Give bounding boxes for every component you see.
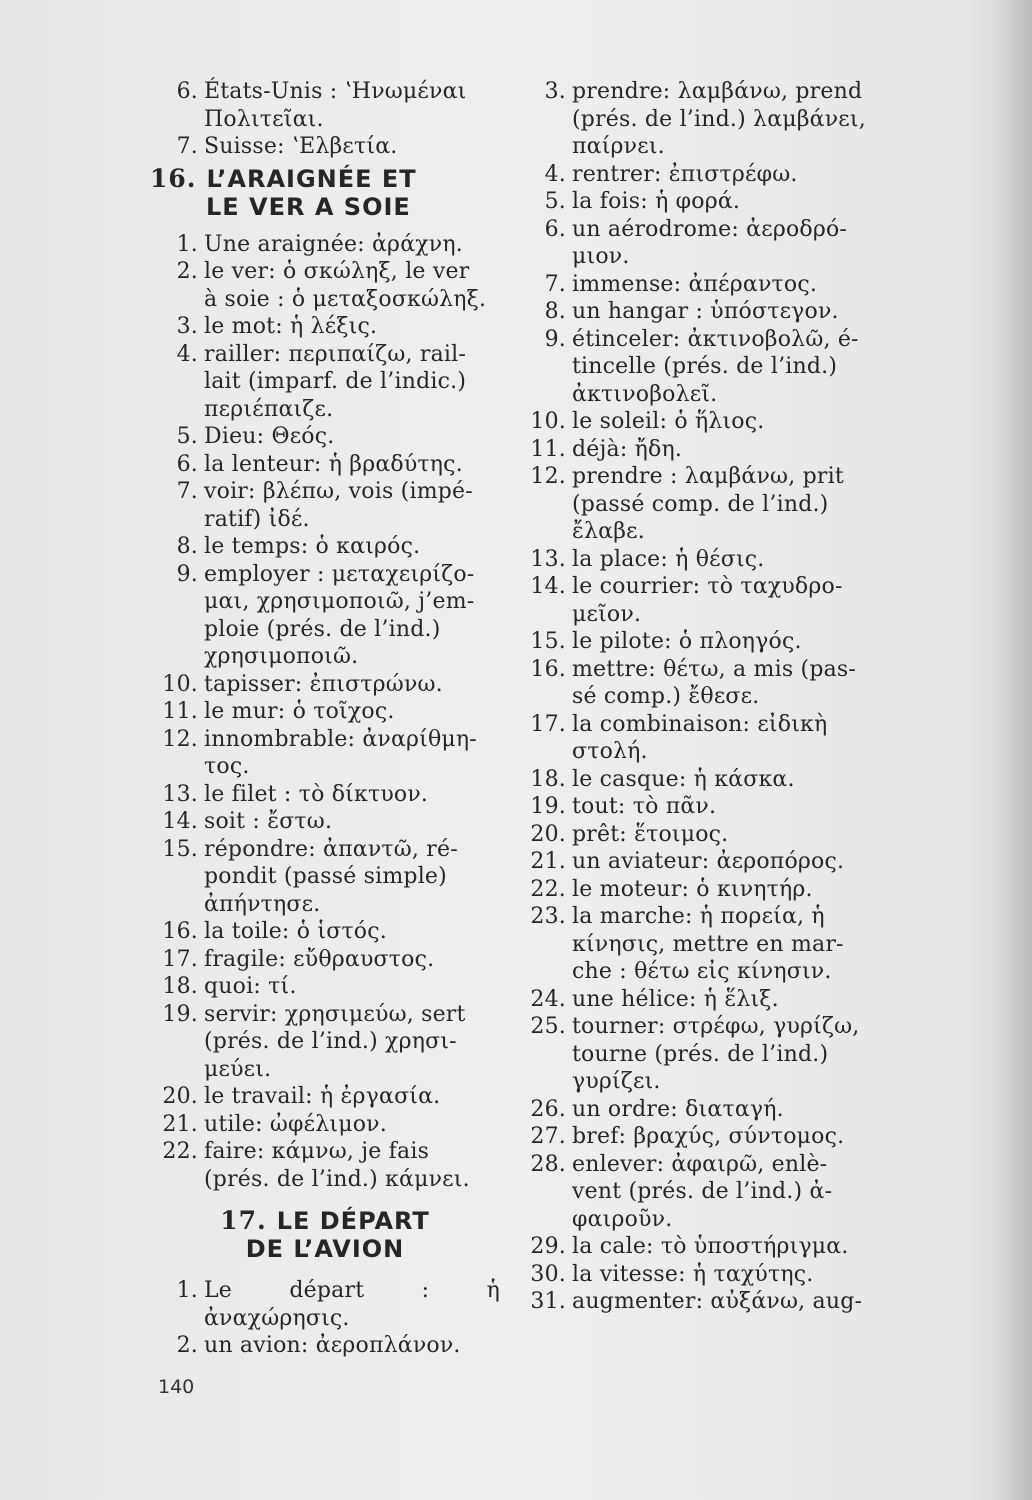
- entry-text: la fois: ἡ φορά.: [572, 189, 741, 214]
- vocab-entry: [150, 1111, 500, 1139]
- entry-number: 5.: [176, 424, 198, 449]
- entry-number: 12.: [162, 726, 198, 752]
- entry-text: Une araignée: ἀράχνη.: [204, 231, 463, 257]
- entry-text: utile: ὠφέλιμον.: [204, 1111, 387, 1137]
- entry-number: 10.: [162, 671, 198, 697]
- vocab-entry: [150, 231, 500, 259]
- vocab-entry: [150, 1332, 500, 1360]
- entry-number: 3.: [176, 314, 198, 339]
- vocab-entry: [520, 628, 880, 656]
- entry-number: 30.: [530, 1261, 566, 1287]
- entry-text: voir: βλέπω, vois (impé- ratif) ἰδέ.: [204, 479, 473, 532]
- section-title-line1: L’ARAIGNÉE ET: [206, 164, 417, 193]
- entry-text: railler: περιπαίζω, rail- lait (imparf. de l’indic.) περιέπαιζε.: [204, 341, 467, 422]
- entry-number: 10.: [530, 409, 566, 434]
- entry-text: une hélice: ἡ ἕλιξ.: [572, 986, 779, 1012]
- vocab-entry: [520, 793, 880, 821]
- vocab-entry: [520, 271, 880, 299]
- section-16-entries: [150, 231, 500, 1194]
- vocab-entry: [150, 258, 500, 313]
- entry-number: 21.: [530, 849, 566, 874]
- entry-number: 1.: [176, 231, 198, 257]
- entry-text: un avion: ἀεροπλάνον.: [204, 1333, 461, 1358]
- vocab-entry: [520, 1013, 880, 1096]
- entry-number: 18.: [530, 766, 566, 792]
- entry-text: la marche: ἡ πορεία, ἡ κίνησις, mettre en mar- che : θέτω εἰς κίνησιν.: [572, 904, 844, 984]
- entry-text: étinceler: ἀκτινοβολῶ, é- tincelle (prés. de l’ind.) ἀκτινοβολεῖ.: [572, 326, 859, 407]
- entry-number: 16.: [162, 919, 198, 944]
- vocab-entry: [520, 986, 880, 1014]
- entry-number: 13.: [530, 546, 566, 572]
- entry-number: 20.: [530, 821, 566, 847]
- entry-text: Dieu: Θεός.: [204, 424, 335, 449]
- entry-number: 8.: [544, 299, 566, 324]
- entry-number: 28.: [530, 1151, 566, 1177]
- entry-number: 16.: [530, 656, 566, 682]
- vocab-entry: [520, 188, 880, 216]
- entry-text: le mot: ἡ λέξις.: [204, 314, 378, 339]
- vocab-entry: [150, 313, 500, 341]
- entry-text: prêt: ἕτοιμος.: [572, 821, 729, 847]
- entry-text: servir: χρησιμεύω, sert (prés. de l’ind.) χρησι- μεύει.: [204, 1001, 466, 1082]
- right-column: [520, 78, 880, 1316]
- entry-number: 21.: [162, 1111, 198, 1137]
- vocab-entry: [150, 671, 500, 699]
- entry-number: 7.: [544, 271, 566, 297]
- vocab-entry: [150, 726, 500, 781]
- vocab-entry: [520, 821, 880, 849]
- vocab-entry: [150, 133, 500, 161]
- section-number: 16.: [150, 163, 197, 193]
- entry-text: tapisser: ἐπιστρώνω.: [204, 671, 443, 697]
- entry-number: 3.: [544, 79, 566, 104]
- entry-text: la cale: τὸ ὑποστήριγμα.: [572, 1234, 849, 1259]
- entry-number: 11.: [530, 436, 566, 462]
- vocab-entry: [520, 161, 880, 189]
- entry-text: la vitesse: ἡ ταχύτης.: [572, 1261, 814, 1287]
- entry-text: la combinaison: εἰδικὴ στολή.: [572, 711, 828, 764]
- entry-text: la place: ἡ θέσις.: [572, 546, 765, 572]
- vocab-entry: [150, 1138, 500, 1193]
- vocab-entry: [520, 78, 880, 161]
- vocab-entry: [150, 533, 500, 561]
- entry-number: 13.: [162, 781, 198, 807]
- vocab-entry: [150, 561, 500, 671]
- vocab-entry: [150, 341, 500, 424]
- vocab-entry: [150, 78, 500, 133]
- vocab-entry: [150, 973, 500, 1001]
- entry-number: 6.: [544, 216, 566, 242]
- entry-text: immense: ἀπέραντος.: [572, 271, 818, 297]
- section-title-line1: LE DÉPART: [276, 1207, 430, 1235]
- entry-number: 27.: [530, 1124, 566, 1149]
- entry-number: 23.: [530, 904, 566, 929]
- entry-text: Le départ : ἡ ἀναχώρησις.: [204, 1278, 500, 1331]
- section-number: 17.: [220, 1206, 267, 1235]
- entry-number: 7.: [176, 134, 198, 159]
- entry-number: 14.: [162, 809, 198, 834]
- vocab-entry: [520, 1096, 880, 1124]
- entry-text: rentrer: ἐπιστρέφω.: [572, 161, 798, 187]
- entry-number: 22.: [530, 876, 566, 902]
- entry-number: 22.: [162, 1139, 198, 1164]
- vocab-entry: [150, 918, 500, 946]
- entry-number: 9.: [544, 326, 566, 352]
- entry-number: 7.: [176, 479, 198, 504]
- entry-text: prendre: λαμβάνω, prend (prés. de l’ind.) λαμβάνει, παίρνει.: [572, 79, 866, 159]
- section-title-line2: LE VER A SOIE: [206, 192, 411, 221]
- entry-text: la toile: ὁ ἱστός.: [204, 919, 387, 944]
- entry-text: tourner: στρέφω, γυρίζω, tourne (prés. de l’ind.) γυρίζει.: [572, 1014, 860, 1094]
- page-edge-shadow: [992, 0, 1032, 1500]
- entry-number: 17.: [530, 711, 566, 737]
- entry-number: 19.: [162, 1001, 198, 1027]
- entry-number: 8.: [176, 534, 198, 559]
- entry-text: mettre: θέτω, a mis (pas- sé comp.) ἔθεσε.: [572, 656, 857, 709]
- vocab-entry: [520, 546, 880, 574]
- entry-number: 5.: [544, 189, 566, 214]
- entry-text: faire: κάμνω, je fais (prés. de l’ind.) κάμνει.: [204, 1139, 470, 1192]
- entry-number: 19.: [530, 794, 566, 819]
- entry-number: 14.: [530, 574, 566, 599]
- vocab-entry: [520, 656, 880, 711]
- entry-number: 31.: [530, 1289, 566, 1314]
- vocab-entry: [150, 808, 500, 836]
- entry-text: innombrable: ἀναρίθμη- τος.: [204, 726, 477, 779]
- entry-text: un hangar : ὑπόστεγον.: [572, 299, 839, 324]
- entry-text: prendre : λαμβάνω, prit (passé comp. de l’ind.) ἔλαβε.: [572, 464, 844, 544]
- entry-number: 29.: [530, 1234, 566, 1259]
- entry-number: 4.: [544, 161, 566, 187]
- vocab-entry: [150, 451, 500, 479]
- entry-number: 17.: [162, 946, 198, 972]
- entry-text: la lenteur: ἡ βραδύτης.: [204, 451, 463, 477]
- entry-text: le casque: ἡ κάσκα.: [572, 766, 795, 792]
- entry-text: enlever: ἀφαιρῶ, enlè- vent (prés. de l’ind.) ἀ- φαιροῦν.: [572, 1151, 833, 1232]
- vocab-entry: [520, 903, 880, 986]
- entry-text: fragile: εὔθραυστος.: [204, 946, 435, 972]
- entry-text: le moteur: ὁ κινητήρ.: [572, 876, 813, 902]
- entry-text: déjà: ἤδη.: [572, 436, 683, 462]
- entry-number: 25.: [530, 1014, 566, 1039]
- vocab-entry: [520, 463, 880, 546]
- entry-text: un ordre: διαταγή.: [572, 1096, 784, 1122]
- vocab-entry: [520, 711, 880, 766]
- entry-text: le courrier: τὸ ταχυδρο- μεῖον.: [572, 574, 843, 627]
- entry-number: 1.: [176, 1278, 198, 1303]
- left-column: [150, 78, 500, 1360]
- vocab-entry: [520, 876, 880, 904]
- entry-number: 9.: [176, 561, 198, 587]
- vocab-entry: [520, 298, 880, 326]
- entry-text: répondre: ἀπαντῶ, ré- pondit (passé simple) ἀπήντησε.: [204, 836, 458, 917]
- entry-text: le soleil: ὁ ἥλιος.: [572, 409, 765, 434]
- vocab-entry: [520, 1288, 880, 1316]
- entry-number: 11.: [162, 699, 198, 724]
- entry-number: 6.: [176, 451, 198, 477]
- entry-text: quoi: τί.: [204, 974, 297, 999]
- vocab-entry: [520, 216, 880, 271]
- entry-text: bref: βραχύς, σύντομος.: [572, 1124, 845, 1149]
- vocab-entry: [150, 1001, 500, 1084]
- entry-number: 18.: [162, 974, 198, 999]
- entry-text: le ver: ὁ σκώληξ, le ver à soie : ὁ μεταξοσκώληξ.: [204, 259, 487, 312]
- section-17-heading: [150, 1207, 500, 1263]
- vocab-entry: [150, 478, 500, 533]
- entry-text: soit : ἔστω.: [204, 809, 333, 834]
- section-16-heading: [150, 165, 500, 221]
- entry-number: 2.: [176, 1333, 198, 1358]
- vocab-entry: [150, 946, 500, 974]
- vocab-entry: [520, 766, 880, 794]
- entry-text: le pilote: ὁ πλοηγός.: [572, 629, 802, 654]
- section-title-line2: DE L’AVION: [245, 1235, 405, 1263]
- entry-text: le mur: ὁ τοῖχος.: [204, 699, 395, 724]
- entry-number: 24.: [530, 986, 566, 1012]
- vocab-entry: [150, 423, 500, 451]
- entry-text: augmenter: αὐξάνω, aug-: [572, 1289, 863, 1314]
- entry-text: le temps: ὁ καιρός.: [204, 534, 421, 559]
- entry-text: tout: τὸ πᾶν.: [572, 794, 717, 819]
- vocab-entry: [520, 326, 880, 409]
- vocab-entry: [150, 698, 500, 726]
- vocab-entry: [520, 1151, 880, 1234]
- vocab-entry: [520, 573, 880, 628]
- vocab-entry: [150, 781, 500, 809]
- entry-number: 4.: [176, 341, 198, 367]
- entry-number: 26.: [530, 1096, 566, 1122]
- entry-text: employer : μεταχειρίζο- μαι, χρησιμοποιῶ, j’em- ploie (prés. de l’ind.) χρησιμοποιῶ.: [204, 561, 475, 669]
- entry-text: un aérodrome: ἀεροδρό- μιον.: [572, 216, 848, 269]
- page-number: 140: [158, 1376, 195, 1398]
- entry-text: un aviateur: ἀεροπόρος.: [572, 849, 845, 874]
- entry-number: 2.: [176, 259, 198, 284]
- vocab-entry: [520, 436, 880, 464]
- intro-entries: [150, 78, 500, 161]
- entry-text: le travail: ἡ ἐργασία.: [204, 1084, 441, 1109]
- section-17-entries: [150, 1277, 500, 1360]
- vocab-entry: [520, 1233, 880, 1261]
- vocab-entry: [520, 1123, 880, 1151]
- vocab-entry: [150, 836, 500, 919]
- vocab-entry: [520, 1261, 880, 1289]
- entry-text: le filet : τὸ δίκτυον.: [204, 781, 429, 807]
- entry-text: Suisse: ʽΕλβετία.: [204, 134, 398, 159]
- entry-number: 15.: [162, 836, 198, 862]
- entry-number: 6.: [176, 79, 198, 104]
- entry-text: États-Unis : ʽΗνωμέναι Πολιτεῖαι.: [204, 79, 467, 132]
- entry-number: 15.: [530, 629, 566, 654]
- entry-number: 12.: [530, 464, 566, 489]
- vocab-entry: [150, 1083, 500, 1111]
- entry-number: 20.: [162, 1084, 198, 1109]
- vocab-entry: [520, 848, 880, 876]
- vocab-entry: [150, 1277, 500, 1332]
- vocab-entry: [520, 408, 880, 436]
